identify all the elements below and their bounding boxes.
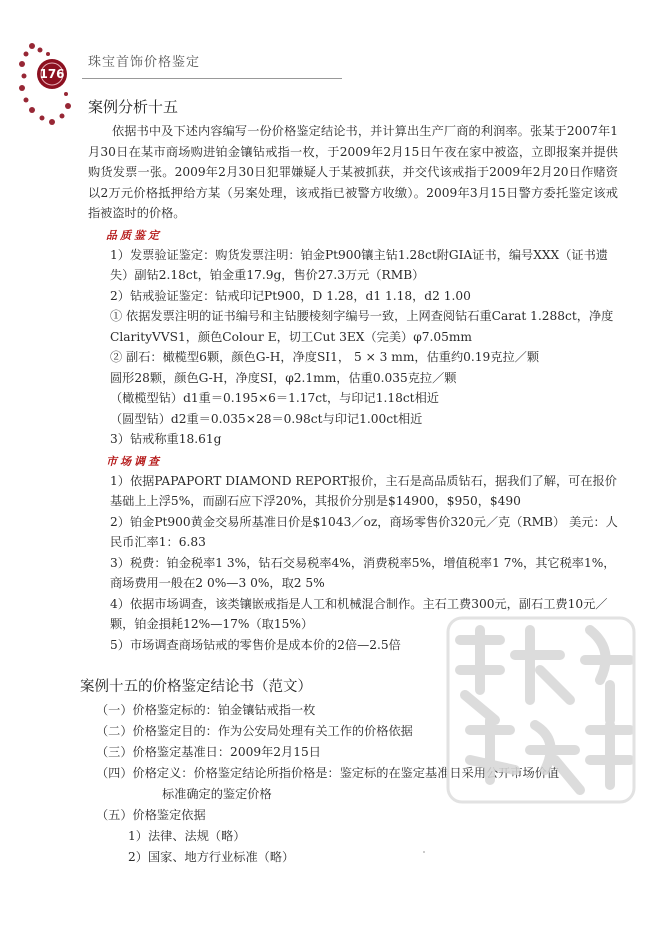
conclusion-item-3: （三）价格鉴定基准日：2009年2月15日: [96, 745, 321, 759]
case-intro: 依据书中及下述内容编写一份价格鉴定结论书，并计算出生产厂商的利润率。张某于2007年1月30日在某市商场购进铂金镶钻戒指一枚，于2009年2月15日午夜在家中被盗，立即报案并提供购货发票一张。2009年2月30日犯罪嫌疑人于某被抓获，并交代该戒指于2009年2月20日作赌资以2万元价格抵押给方某（另案处理，该戒指已被警方收缴）。2009年3月15日警方委托鉴定该戒指被盗时的价格。: [88, 124, 618, 220]
conclusion-sub-1: 1）法律、法规（略）: [128, 829, 246, 843]
quality-sub-cont-1: 圆形28颗，颜色G-H，净度SI，φ2.1mm，估重0.035克拉／颗: [110, 370, 457, 385]
quality-item-3: 3）钻戒称重18.61g: [110, 432, 222, 446]
conclusion-item-2: （二）价格鉴定目的：作为公安局处理有关工作的价格依据: [96, 724, 413, 738]
jewel-ornament-icon: [18, 40, 74, 128]
conclusion-item-4-cont: 标准确定的鉴定价格: [162, 787, 272, 801]
case-title: 案例分析十五: [88, 98, 179, 116]
running-title: 珠宝首饰价格鉴定: [88, 55, 201, 70]
quality-sub-cont-3: （圆型钻）d2重＝0.035×28＝0.98ct与印记1.00ct相近: [110, 411, 423, 426]
conclusion-item-1: （一）价格鉴定标的：铂金镶钻戒指一枚: [96, 703, 316, 717]
market-item-4: 4）依据市场调查，该类镶嵌戒指是人工和机械混合制作。主石工费300元，副石工费10元／颗，铂金損耗12%—17%（取15%）: [110, 596, 608, 631]
conclusion-sub-2: 2）国家、地方行业标准（略）: [128, 850, 295, 864]
quality-sub-1: ① 依据发票注明的证书编号和主钻腰棱刻字编号一致，上网查阅钻石重Carat 1.288ct，净度ClarityVVS1，颜色Colour E，切工Cut 3EX（完美）φ7.05mm: [110, 309, 614, 344]
quality-heading: 品质鉴定: [106, 228, 162, 242]
quality-item-1: 1）发票验证鉴定：购货发票注明：铂金Pt900镶主钻1.28ct附GIA证书，编号XXX（证书遗失）副钻2.18ct，铂金重17.9g，售价27.3万元（RMB）: [110, 247, 608, 282]
market-item-1: 1）依据PAPAPORT DIAMOND REPORT报价，主石是高品质钻石，据我们了解，可在报价基础上上浮5%，而副石应下浮20%，其报价分别是$14900，$950，$490: [110, 473, 617, 508]
market-item-5: 5）市场调查商场钻戒的零售价是成本价的2倍—2.5倍: [110, 637, 401, 652]
quality-sub-2: ② 副石：橄榄型6颗，颜色G-H，净度SI1， 5 × 3 mm，估重约0.19克拉／颗: [110, 350, 540, 364]
header-rule: [82, 78, 342, 79]
market-item-3: 3）税费：铂金税率1 3%，钻石交易税率4%，消费税率5%，增值税率1 7%，其它税率1%，商场费用一般在2 0%—3 0%，取2 5%: [110, 555, 616, 590]
market-heading: 市场调查: [106, 454, 162, 468]
quality-item-2: 2）钻戒验证鉴定：钻戒印记Pt900，D 1.28，d1 1.18，d2 1.00: [110, 288, 471, 303]
conclusion-title: 案例十五的价格鉴定结论书（范文）: [80, 679, 312, 695]
page-number: 176: [39, 67, 65, 81]
seal-watermark-icon: [440, 600, 640, 810]
conclusion-item-5: （五）价格鉴定依据: [96, 808, 206, 822]
market-item-2: 2）铂金Pt900黄金交易所基准日价是$1043／oz，商场零售价320元／克（RMB） 美元：人民币汇率1：6.83: [110, 514, 618, 549]
conclusion-item-4: （四）价格定义：价格鉴定结论所指价格是：鉴定标的在鉴定基准日采用公开市场价值: [96, 766, 560, 780]
speck: [423, 851, 425, 853]
quality-sub-cont-2: （橄榄型钻）d1重＝0.195×6＝1.17ct，与印记1.18ct相近: [110, 391, 439, 405]
